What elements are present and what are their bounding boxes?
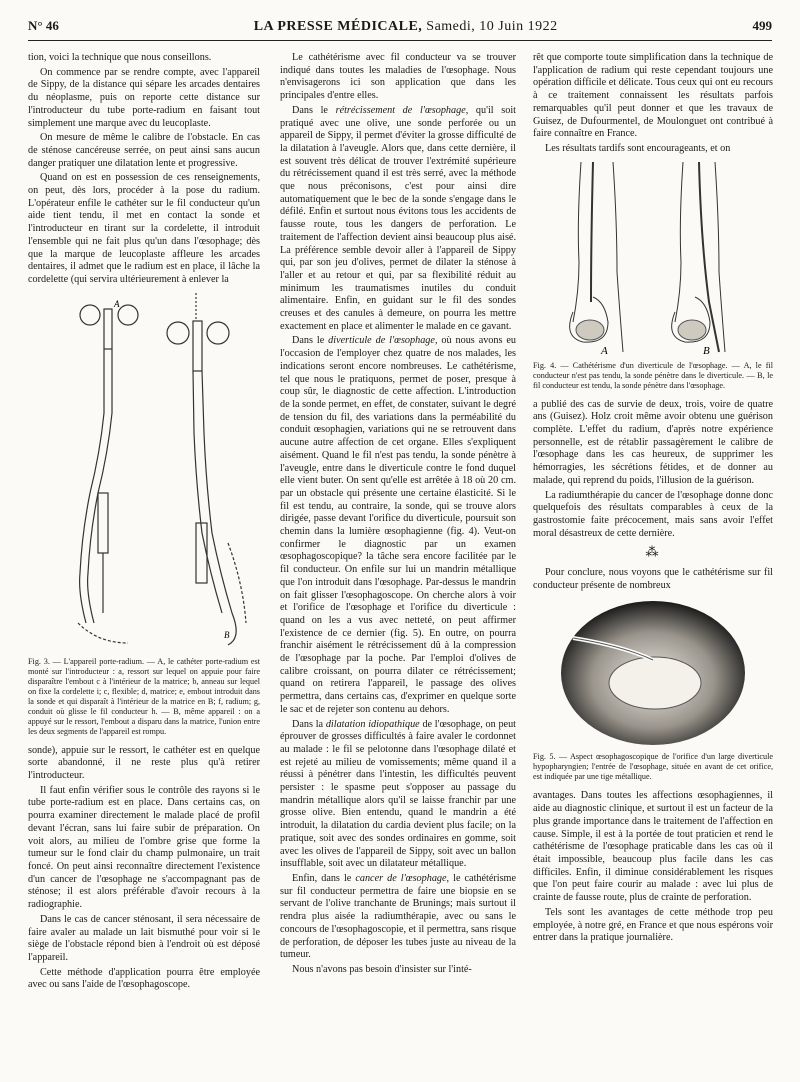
- figure-3-radium-apparatus: [28, 293, 260, 653]
- header-rule: [28, 40, 772, 41]
- paragraph: Dans le diverticule de l'œsophage, où nous avons eu l'occasion de l'employer chez quatre de nos malades, les indications seront encore nombreuses. Le cathétérisme, tel que nous le pratiquons, permet de poser, presque à coup sûr, le diagnostic de cette affection. L'introduction de la sonde permet, en effet, de constater, suivant le degré de tension du fil, des variations dans la perméabilité du conduit œsophagien, variations qui ne se retrouvent dans aucune autre affection de cet organe. Elles s'expliquent aisément. Quand le fil n'est pas tendu, la sonde pénètre à l'aveugle, entre dans le diverticule contre le fond duquel elle vient buter. On sent qu'elle est arrêtée à 18 où 20 cm. par un obstacle qui présente une certaine élasticité. Si le fil est tendu, au contraire, la sonde, qui se trouve alors dirigée, passe devant l'orifice du diverticule, poursuit son chemin dans la lumière œsophagienne (fig. 4). Veut-on confirmer le diagnostic par un examen œsophagoscopique? la tâche sera encore facilitée par le fil conducteur. On enfile sur lui un mandrin métallique que l'on introduit dans l'œsophage. Par-dessus le mandrin on fait glisser l'œsophagoscope. On cherche alors à voir et l'orifice de l'œsophage et l'orifice du diverticule : quand on les a vus avec netteté, on peut affirmer l'existence de ce dernier (fig. 5). En outre, on pourra franchir aisément le rétrécissement dû à la compression de l'œsophage par la poche. Par l'emploi d'olives de calibre croissant, on pourra dilater ce rétrécissement; quand on retirera l'appareil, le passage des olives permettra, dans certains cas, d'exprimer en quelque sorte le sac et de rejeter son contenu au dehors.: [280, 335, 516, 715]
- paragraph: On mesure de même le calibre de l'obstacle. En cas de sténose cancéreuse serrée, on peut ainsi sans aucun danger pratiquer une dilatation lente et progressive.: [28, 132, 260, 169]
- section-break: ⁂: [645, 544, 661, 560]
- paragraph: La radiumthérapie du cancer de l'œsophage donne donc quelquefois des résultats comparables à ceux de la gastrostomie faite précocement, mais sans avoir l'effet moral désastreux de cette dernière.: [533, 489, 773, 539]
- paragraph: Le cathétérisme avec fil conducteur va se trouver indiqué dans toutes les maladies de l'œsophage. Nous n'envisagerons ici son application que dans les principales d'entre elles.: [280, 52, 516, 102]
- paragraph: Dans la dilatation idiopathique de l'œsophage, on peut éprouver de grosses difficultés à faire avaler le cordonnet au malade : le fil se pelotonne dans l'œsophage dilaté et est rejeté au milieu de vomissements; même quand il a réussi à pénétrer dans l'intestin, les difficultés peuvent persister : le spasme peut s'opposer au passage du mandrin métallique alors qu'il se laisse franchir par une grosse olive. Bien entendu, quand le mandrin a été introduit, la dilatation du cardia devient plus facile; on la pratique, soit avec des sondes ordinaires en gomme, soit avec les olives de l'appareil de Sippy, soit avec un ballon insufflable, soit avec un dilatateur métallique.: [280, 718, 517, 870]
- column-3: [533, 52, 773, 947]
- paragraph: Les résultats tardifs sont encourageants, et on: [545, 142, 731, 154]
- paragraph: Quand on est en possession de ces renseignements, on peut, dès lors, procéder à la pose du radium. L'opérateur enfile le cathéter sur le fil conducteur qu'un aide tient tendu, il met en contact la sonde et l'introducteur en tirant sur la cordelette, il introduit l'ensemble qui ne fait plus qu'un dans l'œsophage; dès que la marque de leucoplaste affleure les arcades dentaires, il admet que le radium est en place, il lâche la cordelette (qui servira ultérieurement à enlever la: [28, 172, 260, 285]
- figure-4-caption: Fig. 4. — Cathétérisme d'un diverticule de l'œsophage. — A, le fil conducteur n'est pas tendu, la sonde pénètre dans le diverticule. — B, le fil conducteur est tendu, la sonde pénètre dans l'œsophage.: [533, 360, 773, 390]
- paragraph: Tels sont les avantages de cette méthode trop peu employée, à notre gré, en France et que nous espérons voir entrer dans la pratique journalière.: [533, 906, 773, 944]
- figure-5-caption: Fig. 5. — Aspect œsophagoscopique de l'orifice d'un large diverticule hypopharyngien; l'entrée de l'œsophage, située en avant de cet orifice, est indiquée par une tige métallique.: [533, 752, 773, 782]
- journal-name: LA PRESSE MÉDICALE,: [253, 19, 423, 34]
- figure-5-oesophagoscopic-view: [533, 598, 773, 748]
- paragraph: Pour conclure, nous voyons que le cathétérisme sur fil conducteur présente de nombreux: [533, 567, 773, 591]
- column-1: [28, 52, 260, 994]
- paragraph: avantages. Dans toutes les affections œsophagiennes, il aide au diagnostic clinique, et surtout il est un facteur de la plus grande importance dans le traitement de l'affection en cause. Simple, il est à la portée de tout praticien et rend le cathétérisme de l'œsophage praticable dans les cas où il était impossible, beaucoup plus facile dans les cas difficiles. Enfin, il diminue considérablement les risques que l'on peut faire courir au malade : avec lui plus de crainte de fausse route, plus de crainte de perforation.: [533, 790, 773, 904]
- emphasis: diverticule de l'œsophage: [328, 335, 435, 347]
- emphasis: dilatation idiopathique: [325, 718, 420, 730]
- emphasis: cancer de l'œsophage: [355, 873, 447, 884]
- figure-3-caption: Fig. 3. — L'appareil porte-radium. — A, le cathéter porte-radium est monté sur l'introducteur : a, ressort sur lequel on appuie pour faire disparaître l'embout c à l'intérieur de la matrice; b, anneau sur lequel on fixe la cordelette i; c, flexible; d, matrice; e, embout introduit dans la sonde et qui disparaît à l'intérieur de la matrice en B; f, radium; g, conduit où glisse le fil conducteur h. — B, même appareil : on a appuyé sur le ressort, l'embout a disparu dans la matrice, l'union entre les deux segments de l'appareil est rompu.: [28, 656, 260, 736]
- issue-number: N° 46: [28, 18, 59, 33]
- column-2: [280, 52, 516, 979]
- fig3-label-b: B: [224, 629, 230, 640]
- page-number: 499: [752, 18, 772, 33]
- page-header: [28, 18, 772, 38]
- fig4-label-a: A: [601, 344, 608, 357]
- paragraph: sonde), appuie sur le ressort, le cathéter est en quelque sorte abandonné, il ne reste plus qu'à retirer l'introducteur.: [28, 744, 260, 782]
- paragraph: On commence par se rendre compte, avec l'appareil de Sippy, de la distance qui sépare les arcades dentaires du néoplasme, puis on reporte cette distance sur l'introducteur du tube porte-radium en faisant tout simplement une marque avec du leucoplaste.: [28, 66, 260, 129]
- figure-4-diverticulum: [533, 162, 773, 357]
- paragraph: Enfin, dans le cancer de l'œsophage, le cathétérisme sur fil conducteur permettra de faire une biopsie en se servant de l'olive tranchante de Brunings; mais surtout il rendra plus aisée la radiumthérapie, avec ou sans le concours de l'œsophagoscopie, et il permettra, sans risque de perforation, de déposer les tubes juste au niveau de la tumeur.: [280, 873, 516, 961]
- paragraph: Dans le cas de cancer sténosant, il sera nécessaire de faire avaler au malade un lait bismuthé pour voir si le siège de l'obstacle répond bien à l'endroit où est déposé l'appareil.: [28, 913, 260, 963]
- paragraph: Cette méthode d'application pourra être employée avec ou sans l'aide de l'œsophagoscope.: [28, 966, 260, 991]
- fig4-label-b: B: [703, 344, 710, 357]
- issue-date: Samedi, 10 Juin 1922: [426, 19, 558, 34]
- paragraph: rêt que comporte toute simplification dans la technique de l'application de radium qui reste cependant toujours une opération difficile et délicate. Tous ceux qui ont eu recours à ce traitement connaissent les résultats parfois remarquables qu'il peut donner et que les travaux de Guisez, de Dufourmentel, de Moulonguet ont contribué à faire connaître en France.: [533, 52, 773, 140]
- paragraph: a publié des cas de survie de deux, trois, voire de quatre ans (Guisez). Holz croit même avoir obtenu une guérison complète. L'effet du radium, d'après notre expérience personnelle, est de rétablir passagèrement le calibre de l'œsophage dans les cas heureux, de supprimer les hémorragies, les sécrétions fétides, et de donner au malade, qui reprend du poids, l'illusion de la guérison.: [533, 398, 773, 486]
- paragraph: Il faut enfin vérifier sous le contrôle des rayons si le tube porte-radium est en place. Dans certains cas, on pourra examiner directement le malade placé de profil devant l'écran, sans lui faire subir de préparation. On voit alors, au milieu de l'ombre grise que forme la tumeur sur le fond clair du champ pulmonaire, un trait foncé. On peut ainsi reconnaître directement l'existence d'un cancer de l'œsophage ne s'accompagnant pas de sténose; il est alors préférable d'avoir recours à la radiographie.: [28, 784, 260, 911]
- journal-title: [254, 19, 558, 35]
- emphasis: rétrécissement de l'œsophage: [335, 104, 466, 116]
- fig3-label-a: A: [114, 298, 120, 309]
- paragraph: Dans le rétrécissement de l'œsophage, qu'il soit pratiqué avec une olive, une sonde perforée ou un appareil de Sippy, il permet d'éviter la grosse difficulté de la dilatation à l'aveugle. Alors que, dans cette dernière, il est souvent très délicat de trouver l'extrémité supérieure du rétrécissement quand il est très serré, avec la méthode que nous préconisons, c'est pour ainsi dire automatiquement que le bec de la sonde s'engage dans le défilé. Enfin et surtout nous évitons tous les accidents de fausse route, tous les dangers de perforation. Le traitement de l'affection devient ainsi beaucoup plus aisé. La préférence semble devoir aller à l'appareil de Sippy qui, par son jeu d'olives, permet de dilater la sténose à l'aller et au retour et qui, par sa flexibilité réduit au minimum les traumatismes inutiles du conduit alimentaire. Enfin, en guidant sur le fil des sondes creuses et des canules à demeure, on pourra les mettre exactement en place et alimenter le malade en ce gavant.: [280, 104, 516, 332]
- paragraph: tion, voici la technique que nous conseillons.: [28, 52, 212, 63]
- paragraph: Nous n'avons pas besoin d'insister sur l'inté-: [292, 963, 472, 975]
